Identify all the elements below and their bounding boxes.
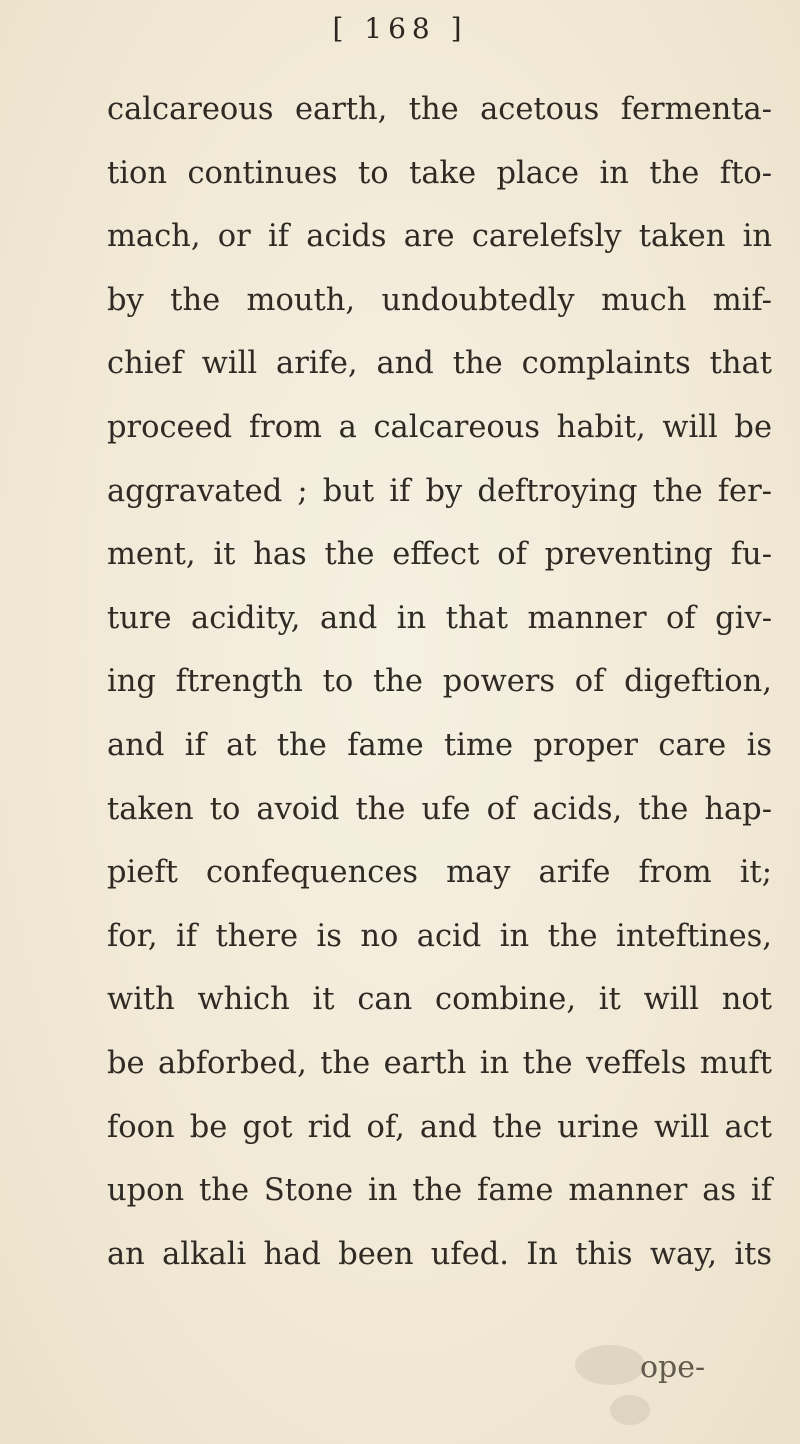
text-line: be abforbed, the earth in the veffels muft <box>107 1045 772 1081</box>
text-line: ture acidity, and in that manner of giv- <box>107 600 772 636</box>
text-line: with which it can combine, it will not <box>107 982 772 1018</box>
text-line: tion continues to take place in the fto- <box>107 155 772 191</box>
text-line: for, if there is no acid in the inteftines, <box>107 918 772 954</box>
text-line: ing ftrength to the powers of digeftion, <box>107 664 772 700</box>
catchword: ope- <box>640 1350 706 1385</box>
text-line: an alkali had been ufed. In this way, its <box>107 1236 772 1272</box>
body-text <box>107 78 772 1286</box>
text-line: mach, or if acids are carelefsly taken in <box>107 219 772 255</box>
text-line: and if at the fame time proper care is <box>107 727 772 763</box>
text-line: pieft confequences may arife from it; <box>107 855 772 891</box>
text-line: calcareous earth, the acetous fermenta- <box>107 92 772 127</box>
text-line: upon the Stone in the fame manner as if <box>107 1173 772 1209</box>
text-line: chief will arife, and the complaints that <box>107 346 772 382</box>
paper-stain <box>610 1395 650 1425</box>
page-number: [ 168 ] <box>332 12 468 45</box>
text-line: ment, it has the effect of preventing fu- <box>107 537 772 573</box>
text-line: taken to avoid the ufe of acids, the hap- <box>107 791 772 827</box>
text-line: aggravated ; but if by deftroying the fer- <box>107 473 772 509</box>
paper-stain <box>575 1345 645 1385</box>
text-line: by the mouth, undoubtedly much mif- <box>107 282 772 318</box>
text-line: foon be got rid of, and the urine will act <box>107 1109 772 1145</box>
text-line: proceed from a calcareous habit, will be <box>107 409 772 445</box>
